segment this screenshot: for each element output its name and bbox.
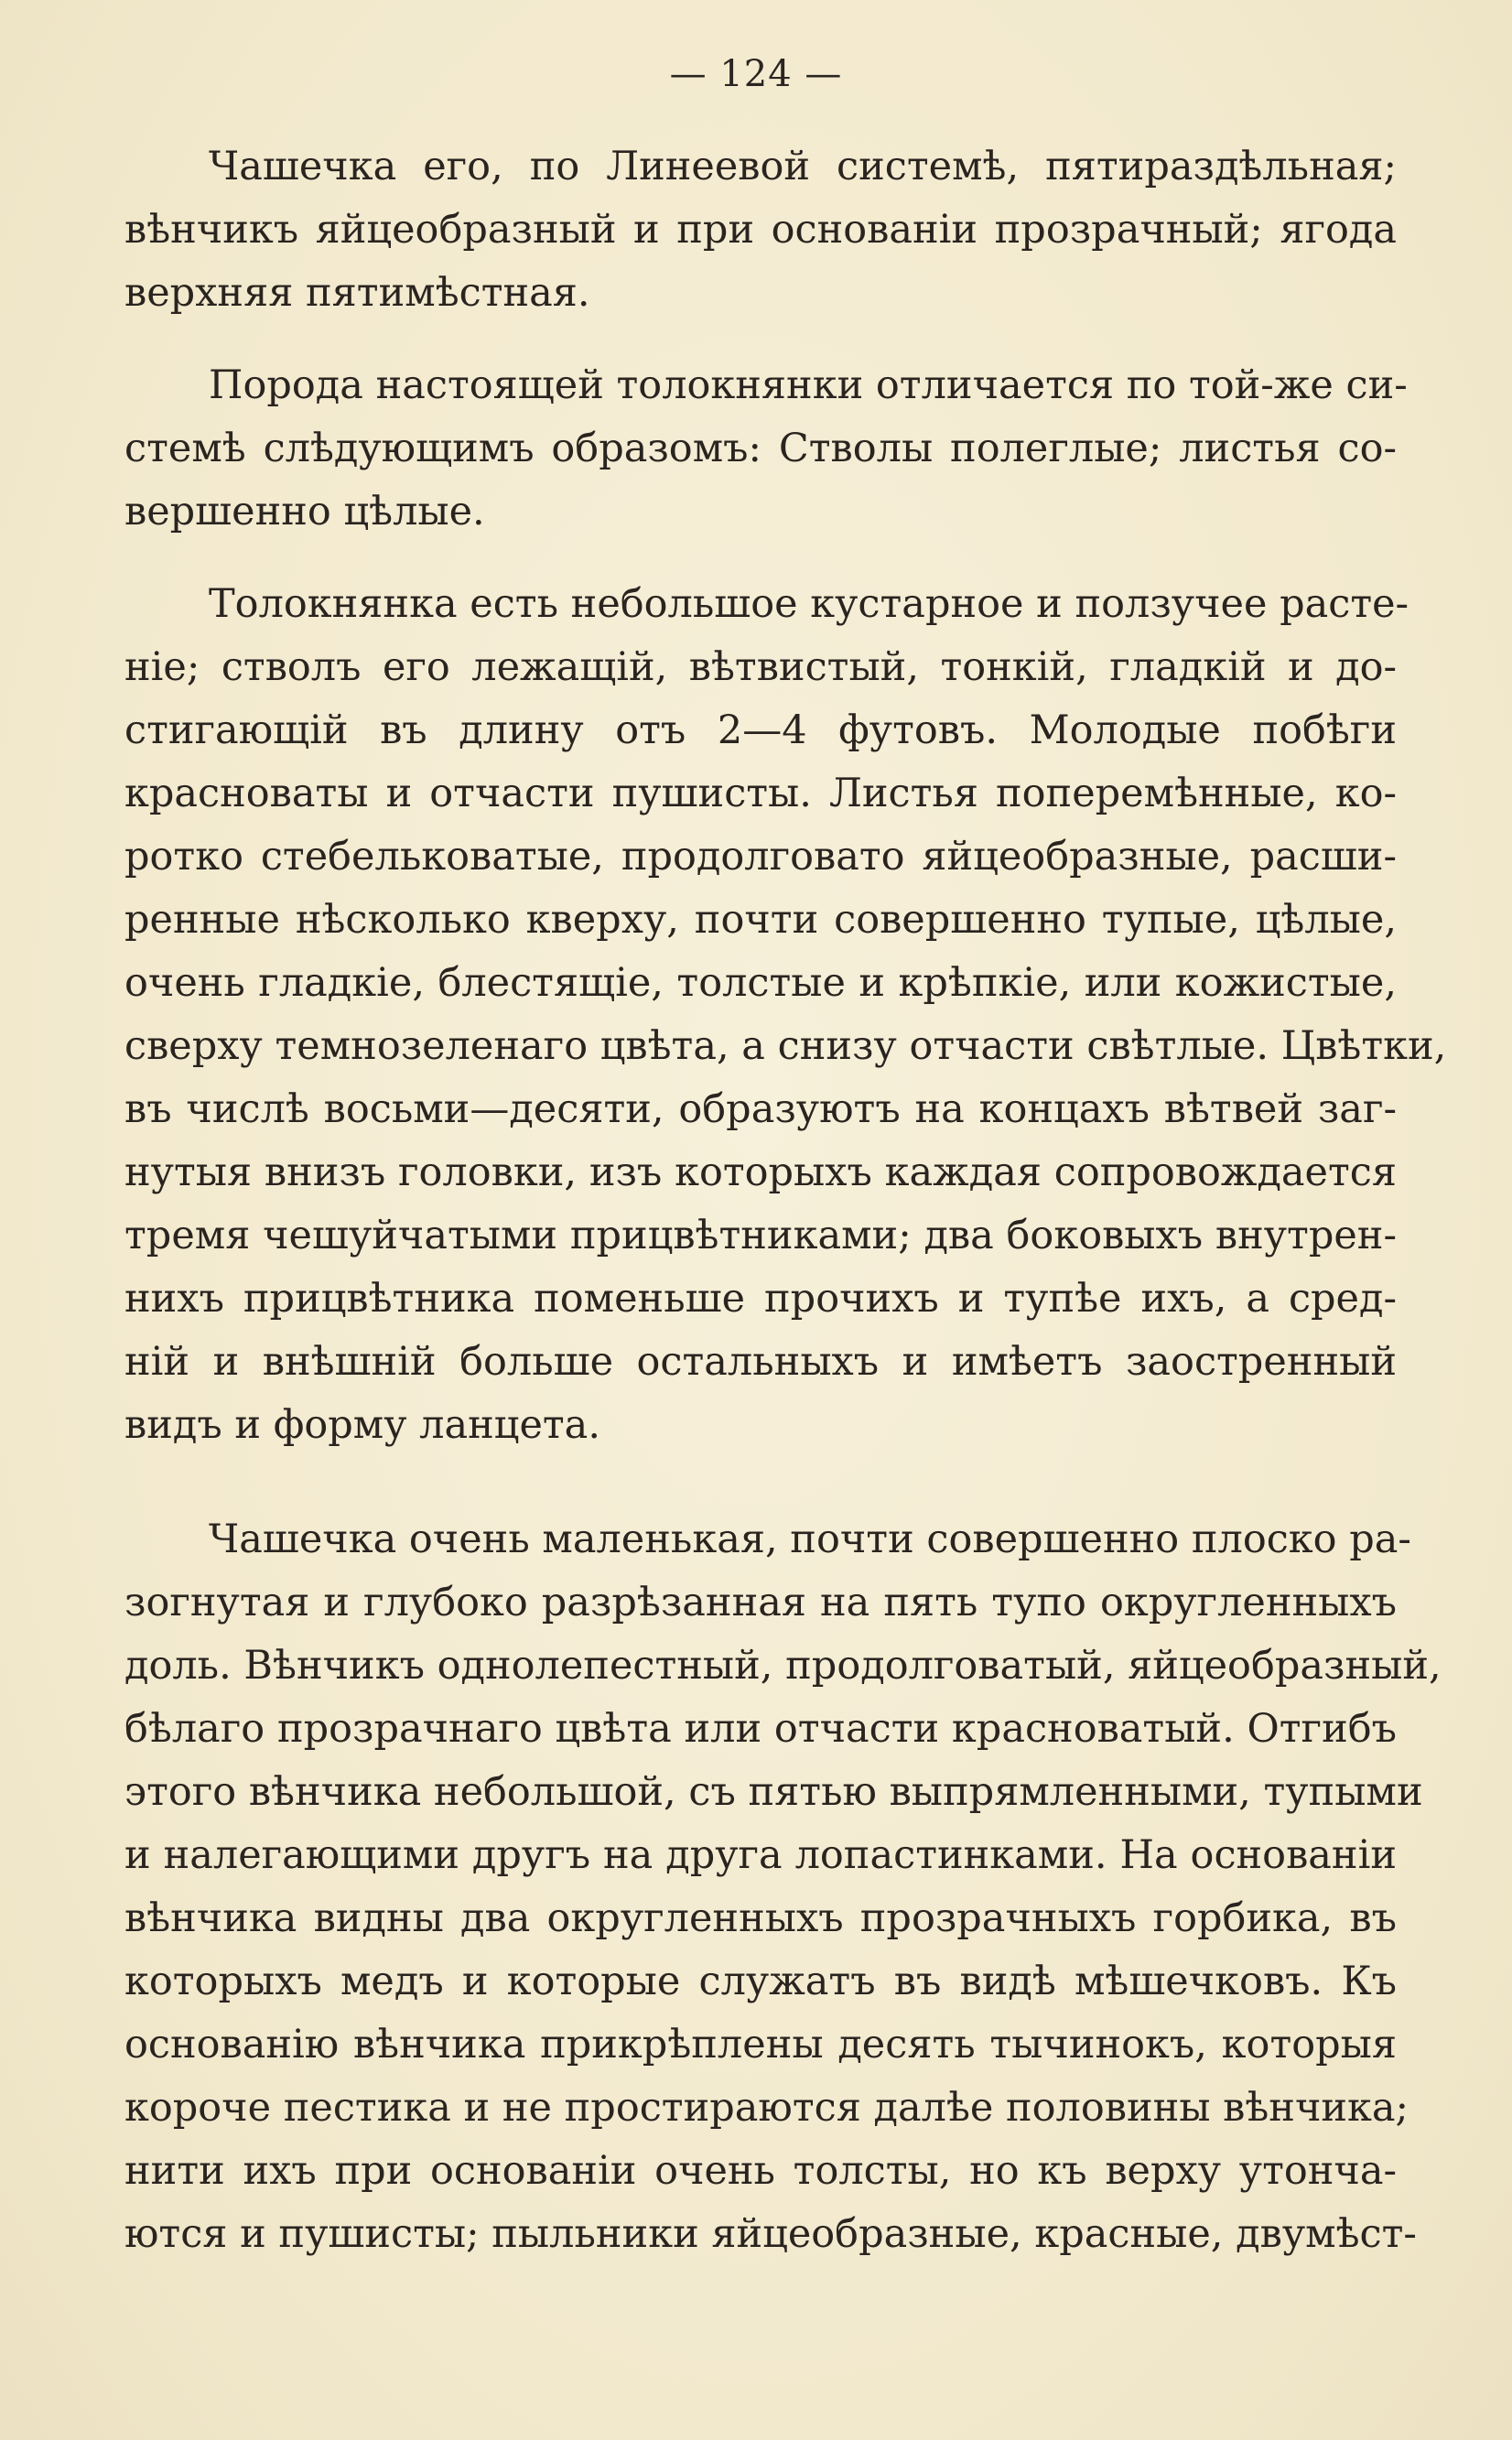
page-number: — 124 — (669, 53, 843, 95)
paragraph-calyx-linnaeus (124, 135, 1397, 325)
text-line: ются и пушисты; пыльники яйцеобразные, красные, двумѣст- (124, 2211, 1417, 2257)
text-line: красноваты и отчасти пушисты. Листья поперемѣнные, ко- (124, 771, 1397, 816)
text-line: ренные нѣсколько кверху, почти совершенно тупые, цѣлые, (124, 897, 1397, 943)
text-line: видъ и форму ланцета. (124, 1402, 600, 1448)
text-line: зогнутая и глубоко разрѣзанная на пять тупо округленныхъ (124, 1580, 1397, 1625)
text-line: короче пестика и не простираются далѣе половины вѣнчика; (124, 2085, 1409, 2131)
text-line: нихъ прицвѣтника поменьше прочихъ и тупѣе ихъ, а сред- (124, 1276, 1397, 1322)
text-line: стемѣ слѣдующимъ образомъ: Стволы полеглые; листья со- (124, 426, 1397, 471)
text-line: Порода настоящей толокнянки отличается по той-же си- (209, 362, 1408, 408)
text-line: бѣлаго прозрачнаго цвѣта или отчасти красноватый. Отгибъ (124, 1706, 1397, 1752)
text-line: очень гладкiе, блестящiе, толстые и крѣпкiе, или кожистые, (124, 960, 1397, 1006)
text-line: и налегающими другъ на друга лопастинками. На основанiи (124, 1832, 1397, 1878)
text-line: тремя чешуйчатыми прицвѣтниками; два боковыхъ внутрен- (124, 1213, 1397, 1258)
text-line: сверху темнозеленаго цвѣта, а снизу отчасти свѣтлые. Цвѣтки, (124, 1023, 1447, 1069)
text-line: этого вѣнчика небольшой, съ пятью выпрямленными, тупыми (124, 1769, 1423, 1815)
text-line: въ числѣ восьми—десяти, образуютъ на концахъ вѣтвей заг- (124, 1086, 1397, 1132)
text-line: нiе; стволъ его лежащiй, вѣтвистый, тонкiй, гладкiй и до- (124, 644, 1397, 690)
text-line: верхняя пятимѣстная. (124, 270, 590, 316)
text-line: вѣнчика видны два округленныхъ прозрачныхъ горбика, въ (124, 1895, 1397, 1941)
text-line: которыхъ медъ и которые служатъ въ видѣ мѣшечковъ. Къ (124, 1959, 1397, 2004)
text-line: доль. Вѣнчикъ однолепестный, продолговатый, яйцеобразный, (124, 1643, 1442, 1689)
text-line: Чашечка его, по Линеевой системѣ, пятираздѣльная; (209, 144, 1397, 189)
text-line: Чашечка очень маленькая, почти совершенно плоско ра- (209, 1517, 1411, 1562)
text-line: стигающiй въ длину отъ 2—4 футовъ. Молодые побѣги (124, 707, 1397, 753)
text-line: нутыя внизъ головки, изъ которыхъ каждая сопровождается (124, 1150, 1397, 1195)
text-line: Толокнянка есть небольшое кустарное и ползучее расте- (209, 581, 1409, 627)
text-line: нити ихъ при основанiи очень толсты, но къ верху утонча- (124, 2148, 1397, 2194)
text-line: основанiю вѣнчика прикрѣплены десять тычинокъ, которыя (124, 2022, 1397, 2068)
text-line: ротко стебельковатые, продолговато яйцеобразные, расши- (124, 834, 1397, 880)
paragraph-flower-structure (124, 1508, 1442, 2266)
paragraph-description (124, 573, 1447, 1457)
page-body (124, 135, 1447, 2266)
text-line: вѣнчикъ яйцеобразный и при основанiи прозрачный; ягода (124, 207, 1397, 253)
text-line: вершенно цѣлые. (124, 489, 485, 534)
text-line: нiй и внѣшнiй больше остальныхъ и имѣетъ заостренный (124, 1339, 1397, 1385)
paragraph-species (124, 354, 1408, 544)
